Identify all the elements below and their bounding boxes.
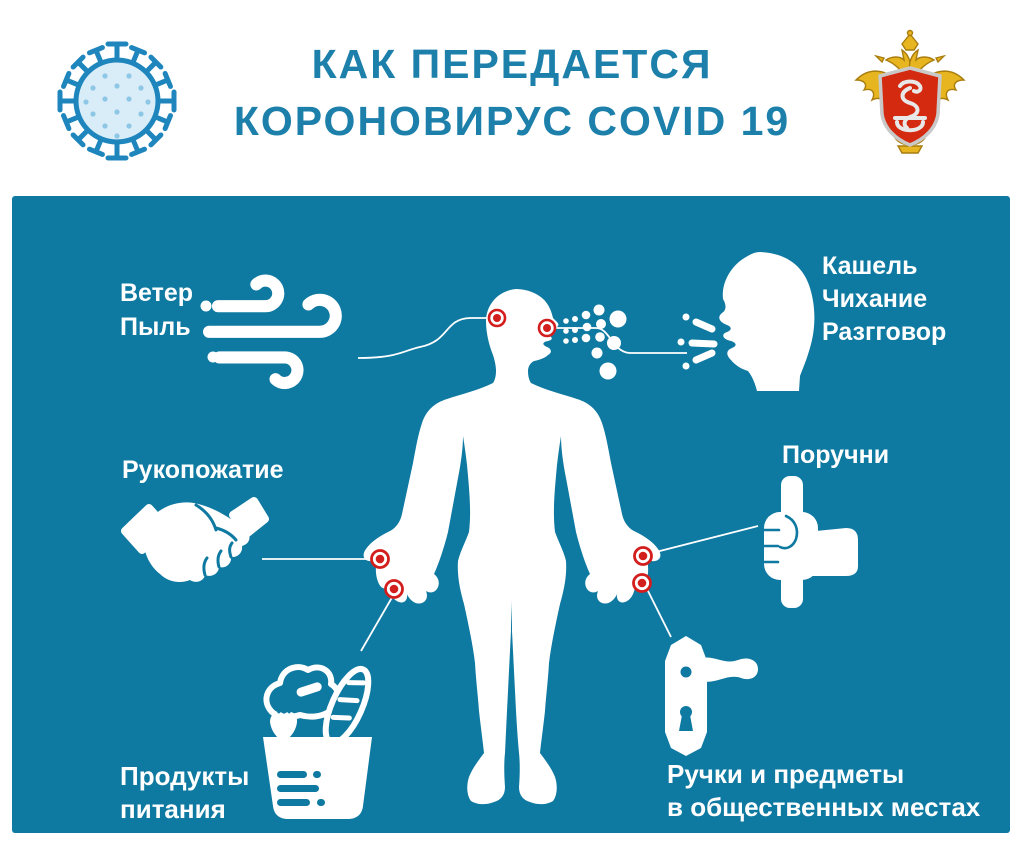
label-wind-dust bbox=[120, 276, 193, 344]
label-food-products bbox=[120, 760, 249, 826]
label-wind-line1: Ветер bbox=[120, 279, 194, 307]
label-handrail-line1: Поручни bbox=[782, 441, 890, 469]
label-handles-line2: в общественных местах bbox=[667, 792, 981, 822]
label-cough-sneeze-talk bbox=[822, 250, 946, 349]
label-wind-line2: Пыль bbox=[120, 313, 191, 341]
label-cough-line2: Чихание bbox=[822, 285, 928, 313]
label-public-handles bbox=[667, 758, 980, 824]
page-title bbox=[0, 36, 1024, 150]
label-food-line2: питания bbox=[120, 794, 226, 824]
label-food-line1: Продукты bbox=[120, 761, 250, 791]
label-handrail bbox=[782, 441, 889, 470]
label-handshake bbox=[122, 456, 284, 485]
label-handles-line1: Ручки и предметы bbox=[667, 759, 905, 789]
label-cough-line1: Кашель bbox=[822, 252, 918, 280]
page-title-line2: КОРОНОВИРУС COVID 19 bbox=[233, 98, 791, 144]
label-handshake-line1: Рукопожатие bbox=[122, 456, 284, 484]
page-title-line1: КАК ПЕРЕДАЕТСЯ bbox=[311, 41, 713, 87]
label-cough-line3: Разгговор bbox=[822, 318, 947, 346]
